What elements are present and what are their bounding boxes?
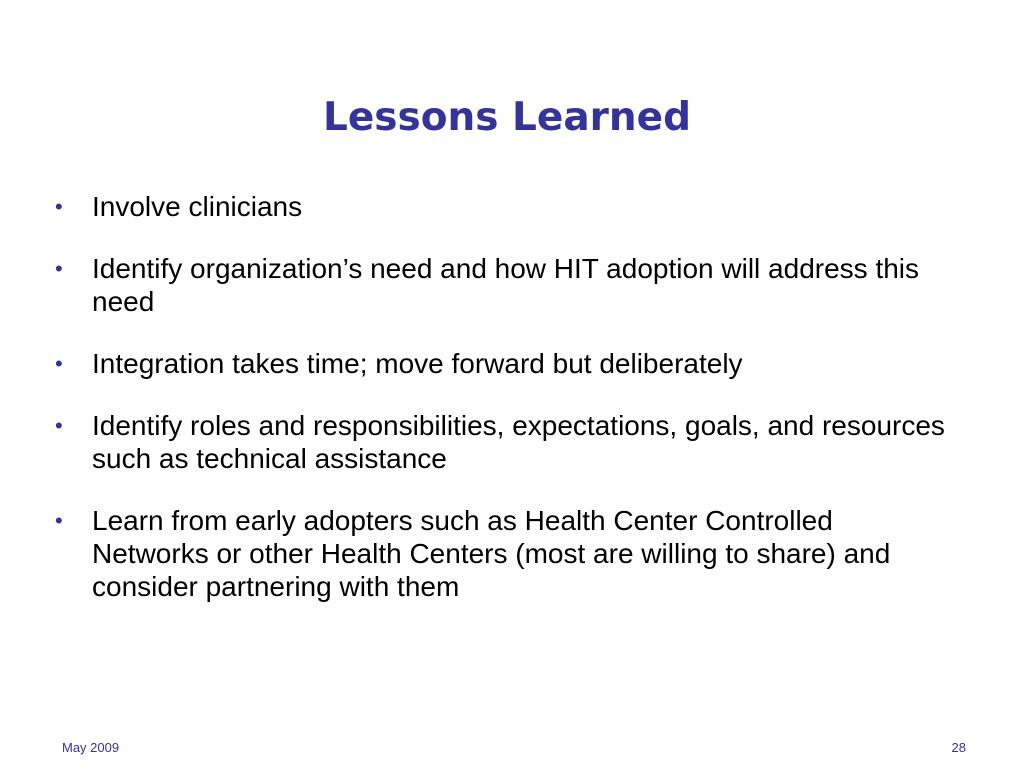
bullet-item-involve-clinicians xyxy=(52,190,952,223)
bullet-dot-icon: • xyxy=(55,194,63,219)
page-number: 28 xyxy=(951,740,966,755)
bullet-item-integration-time xyxy=(52,347,952,380)
footer-date: May 2009 xyxy=(62,740,120,755)
bullet-item-early-adopters xyxy=(52,504,952,603)
bullet-text: Involve clinicians xyxy=(92,191,303,222)
slide-title: Lessons Learned xyxy=(322,95,692,140)
bullet-dot-icon: • xyxy=(55,351,63,376)
bullet-dot-icon: • xyxy=(55,256,63,281)
bullet-dot-icon: • xyxy=(55,413,63,438)
bullet-item-identify-need xyxy=(52,252,952,318)
bullet-text: Identify organization’s need and how HIT adoption will address this need xyxy=(92,253,920,317)
bullet-text: Identify roles and responsibilities, expectations, goals, and resources such as technical assistance xyxy=(92,410,945,474)
bullet-list xyxy=(52,190,952,632)
bullet-dot-icon: • xyxy=(55,508,63,533)
bullet-text: Integration takes time; move forward but deliberately xyxy=(92,348,743,379)
bullet-text: Learn from early adopters such as Health Center Controlled Networks or other Health Centers (most are willing to share) and consider partnering with them xyxy=(92,505,891,602)
bullet-item-identify-roles xyxy=(52,409,952,475)
